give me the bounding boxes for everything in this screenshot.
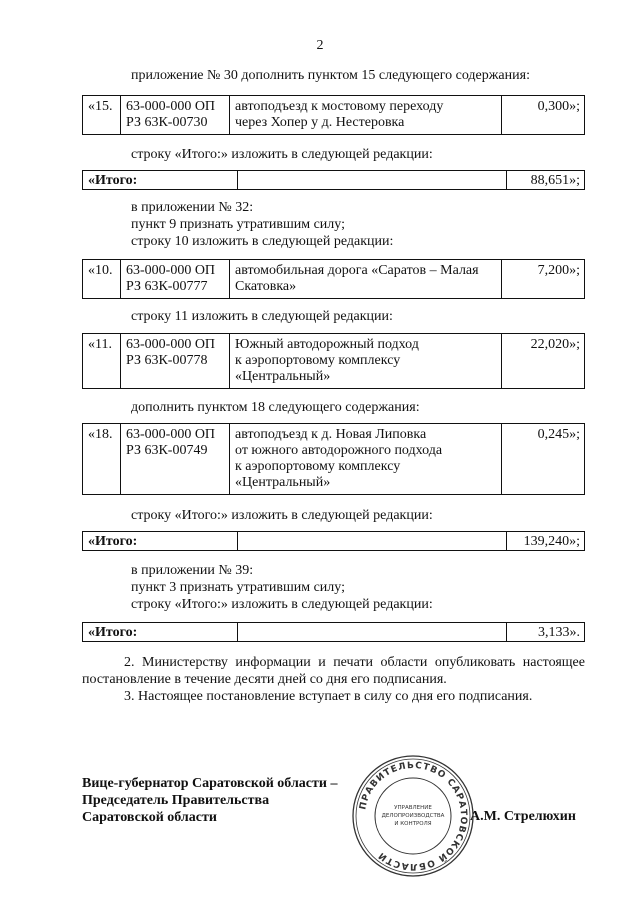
total-row-3 (82, 622, 585, 642)
row-number: «11. (83, 334, 121, 389)
row-number: «18. (83, 424, 121, 495)
road-name: Южный автодорожный подход к аэропортовому комплексу «Центральный» (230, 334, 502, 389)
road-code: 63-000-000 ОП РЗ 63К-00730 (121, 96, 230, 135)
table-row-10 (82, 259, 585, 299)
paragraph-total-edit-1: строку «Итого:» изложить в следующей редакции: (131, 147, 433, 162)
official-stamp (350, 753, 476, 879)
road-code: 63-000-000 ОП РЗ 63К-00777 (121, 260, 230, 299)
road-length: 0,245»; (502, 424, 585, 495)
stamp-ring-text: ПРАВИТЕЛЬСТВО САРАТОВСКОЙ ОБЛАСТИ (358, 760, 469, 872)
total-row-2 (82, 531, 585, 551)
table-row-18 (82, 423, 585, 495)
total-empty (238, 532, 507, 551)
total-label: «Итого: (83, 532, 238, 551)
table-row-11 (82, 333, 585, 389)
page-number: 2 (316, 38, 324, 53)
road-code: 63-000-000 ОП РЗ 63К-00749 (121, 424, 230, 495)
road-code: 63-000-000 ОП РЗ 63К-00778 (121, 334, 230, 389)
paragraph-app32: в приложении № 32: пункт 9 признать утратившим силу; строку 10 изложить в следующей редакции: (131, 200, 394, 249)
signatory-name: А.М. Стрелюхин (470, 809, 576, 824)
total-value: 139,240»; (507, 532, 585, 551)
total-label: «Итого: (83, 171, 238, 190)
table-row-15 (82, 95, 585, 135)
signatory-title: Вице-губернатор Саратовской области – Председатель Правительства Саратовской области (82, 776, 338, 825)
total-value: 3,133». (507, 623, 585, 642)
paragraph-add-18: дополнить пунктом 18 следующего содержания: (131, 400, 420, 415)
paragraph-row11-edit: строку 11 изложить в следующей редакции: (131, 309, 393, 324)
total-empty (238, 623, 507, 642)
road-name: автоподъезд к д. Новая Липовка от южного автодорожного подхода к аэропортовому комплексу «Центральный» (230, 424, 502, 495)
paragraph-app39: в приложении № 39: пункт 3 признать утратившим силу; строку «Итого:» изложить в следующей редакции: (131, 563, 433, 612)
total-label: «Итого: (83, 623, 238, 642)
row-number: «15. (83, 96, 121, 135)
road-length: 7,200»; (502, 260, 585, 299)
total-value: 88,651»; (507, 171, 585, 190)
stamp-inner-line-2: ДЕЛОПРОИЗВОДСТВА (381, 813, 445, 819)
road-length: 0,300»; (502, 96, 585, 135)
stamp-inner-line-3: И КОНТРОЛЯ (394, 821, 432, 827)
paragraph-total-edit-2: строку «Итого:» изложить в следующей редакции: (131, 508, 433, 523)
paragraph-item-2: 2. Министерству информации и печати области опубликовать настоящее постановление в течение десяти дней со дня его подписания. (82, 655, 585, 687)
total-empty (238, 171, 507, 190)
road-name: автоподъезд к мостовому переходу через Хопер у д. Нестеровка (230, 96, 502, 135)
road-length: 22,020»; (502, 334, 585, 389)
total-row-1 (82, 170, 585, 190)
paragraph-app30: приложение № 30 дополнить пунктом 15 следующего содержания: (131, 68, 530, 83)
paragraph-item-3: 3. Настоящее постановление вступает в силу со дня его подписания. (124, 689, 533, 704)
road-name: автомобильная дорога «Саратов – Малая Скатовка» (230, 260, 502, 299)
row-number: «10. (83, 260, 121, 299)
stamp-inner-line-1: УПРАВЛЕНИЕ (394, 805, 432, 811)
